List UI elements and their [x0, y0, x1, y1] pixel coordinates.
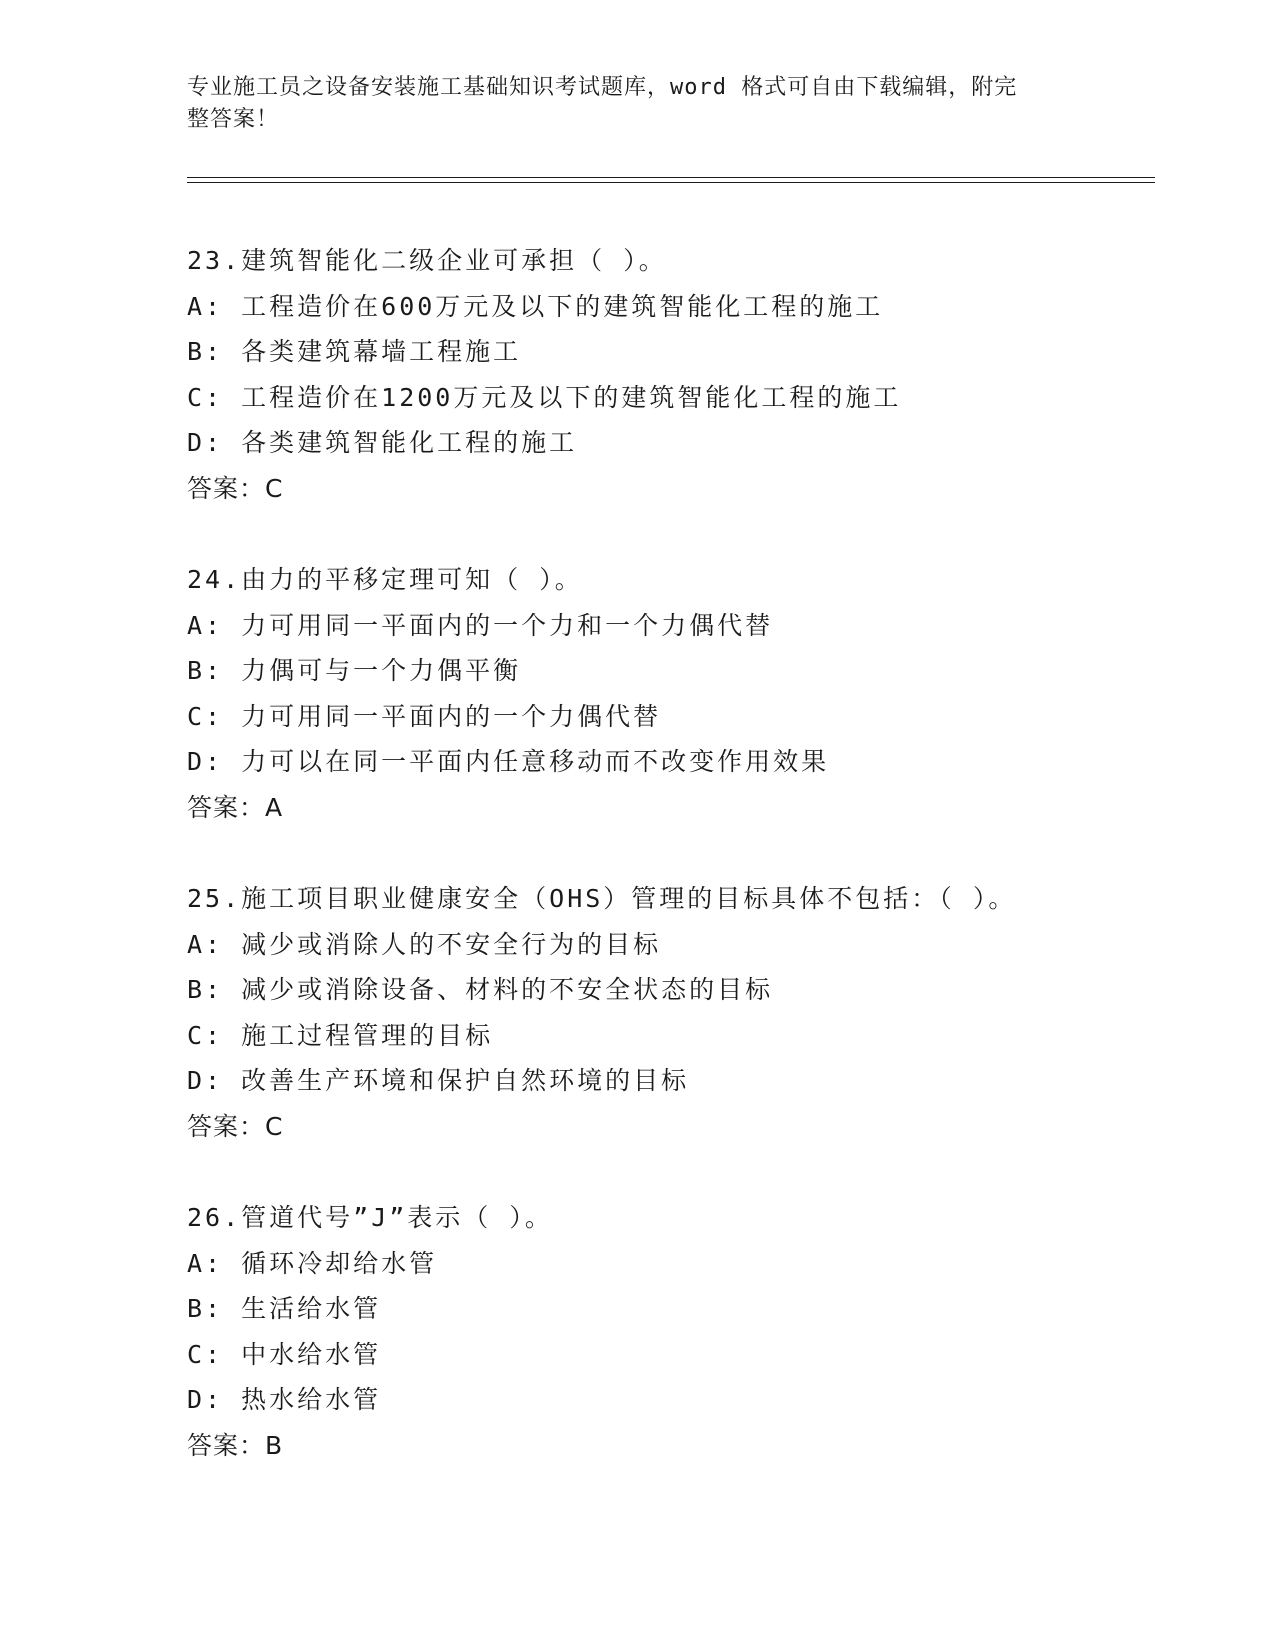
- question-stem: 23.建筑智能化二级企业可承担（ ）。: [187, 246, 667, 275]
- question-23: [187, 238, 1167, 511]
- option-c: C: 力可用同一平面内的一个力偶代替: [187, 701, 662, 731]
- answer-line: [187, 466, 1167, 512]
- answer-value: C: [265, 1111, 284, 1141]
- question-26: [187, 1195, 1167, 1468]
- option-b: B: 生活给水管: [187, 1294, 382, 1323]
- option-b: B: 各类建筑幕墙工程施工: [187, 337, 522, 366]
- option-d: D: 各类建筑智能化工程的施工: [187, 428, 578, 457]
- document-header: [187, 72, 1087, 136]
- header-divider-top: [187, 177, 1155, 178]
- answer-label: 答案：: [187, 473, 266, 503]
- answer-line: [187, 1423, 1167, 1469]
- question-25: [187, 876, 1167, 1149]
- question-stem: 26.管道代号”J”表示（ ）。: [187, 1203, 553, 1232]
- question-stem: 24.由力的平移定理可知（ ）。: [187, 565, 583, 594]
- question-stem: 25.施工项目职业健康安全（OHS）管理的目标具体不包括：（ ）。: [187, 884, 1017, 913]
- option-b: B: 力偶可与一个力偶平衡: [187, 656, 522, 685]
- option-b: B: 减少或消除设备、材料的不安全状态的目标: [187, 975, 774, 1004]
- answer-label: 答案：: [187, 792, 266, 822]
- answer-value: C: [265, 473, 284, 503]
- option-a: A: 减少或消除人的不安全行为的目标: [187, 929, 662, 959]
- option-a: A: 工程造价在600万元及以下的建筑智能化工程的施工: [187, 291, 884, 321]
- question-24: [187, 557, 1167, 830]
- option-d: D: 热水给水管: [187, 1385, 382, 1414]
- answer-label: 答案：: [187, 1111, 266, 1141]
- header-divider-bottom: [187, 182, 1155, 183]
- answer-line: [187, 1104, 1167, 1150]
- answer-value: B: [265, 1430, 284, 1460]
- answer-label: 答案：: [187, 1430, 266, 1460]
- option-c: C: 中水给水管: [187, 1339, 382, 1369]
- option-a: A: 循环冷却给水管: [187, 1248, 438, 1278]
- option-c: C: 施工过程管理的目标: [187, 1020, 494, 1050]
- header-line-1: 专业施工员之设备安装施工基础知识考试题库，word 格式可自由下载编辑，附完: [187, 75, 1018, 100]
- answer-line: [187, 785, 1167, 831]
- option-a: A: 力可用同一平面内的一个力和一个力偶代替: [187, 610, 774, 640]
- option-c: C: 工程造价在1200万元及以下的建筑智能化工程的施工: [187, 382, 902, 412]
- header-line-2: 整答案！: [187, 107, 280, 132]
- option-d: D: 改善生产环境和保护自然环境的目标: [187, 1066, 690, 1095]
- answer-value: A: [265, 792, 284, 822]
- option-d: D: 力可以在同一平面内任意移动而不改变作用效果: [187, 747, 830, 776]
